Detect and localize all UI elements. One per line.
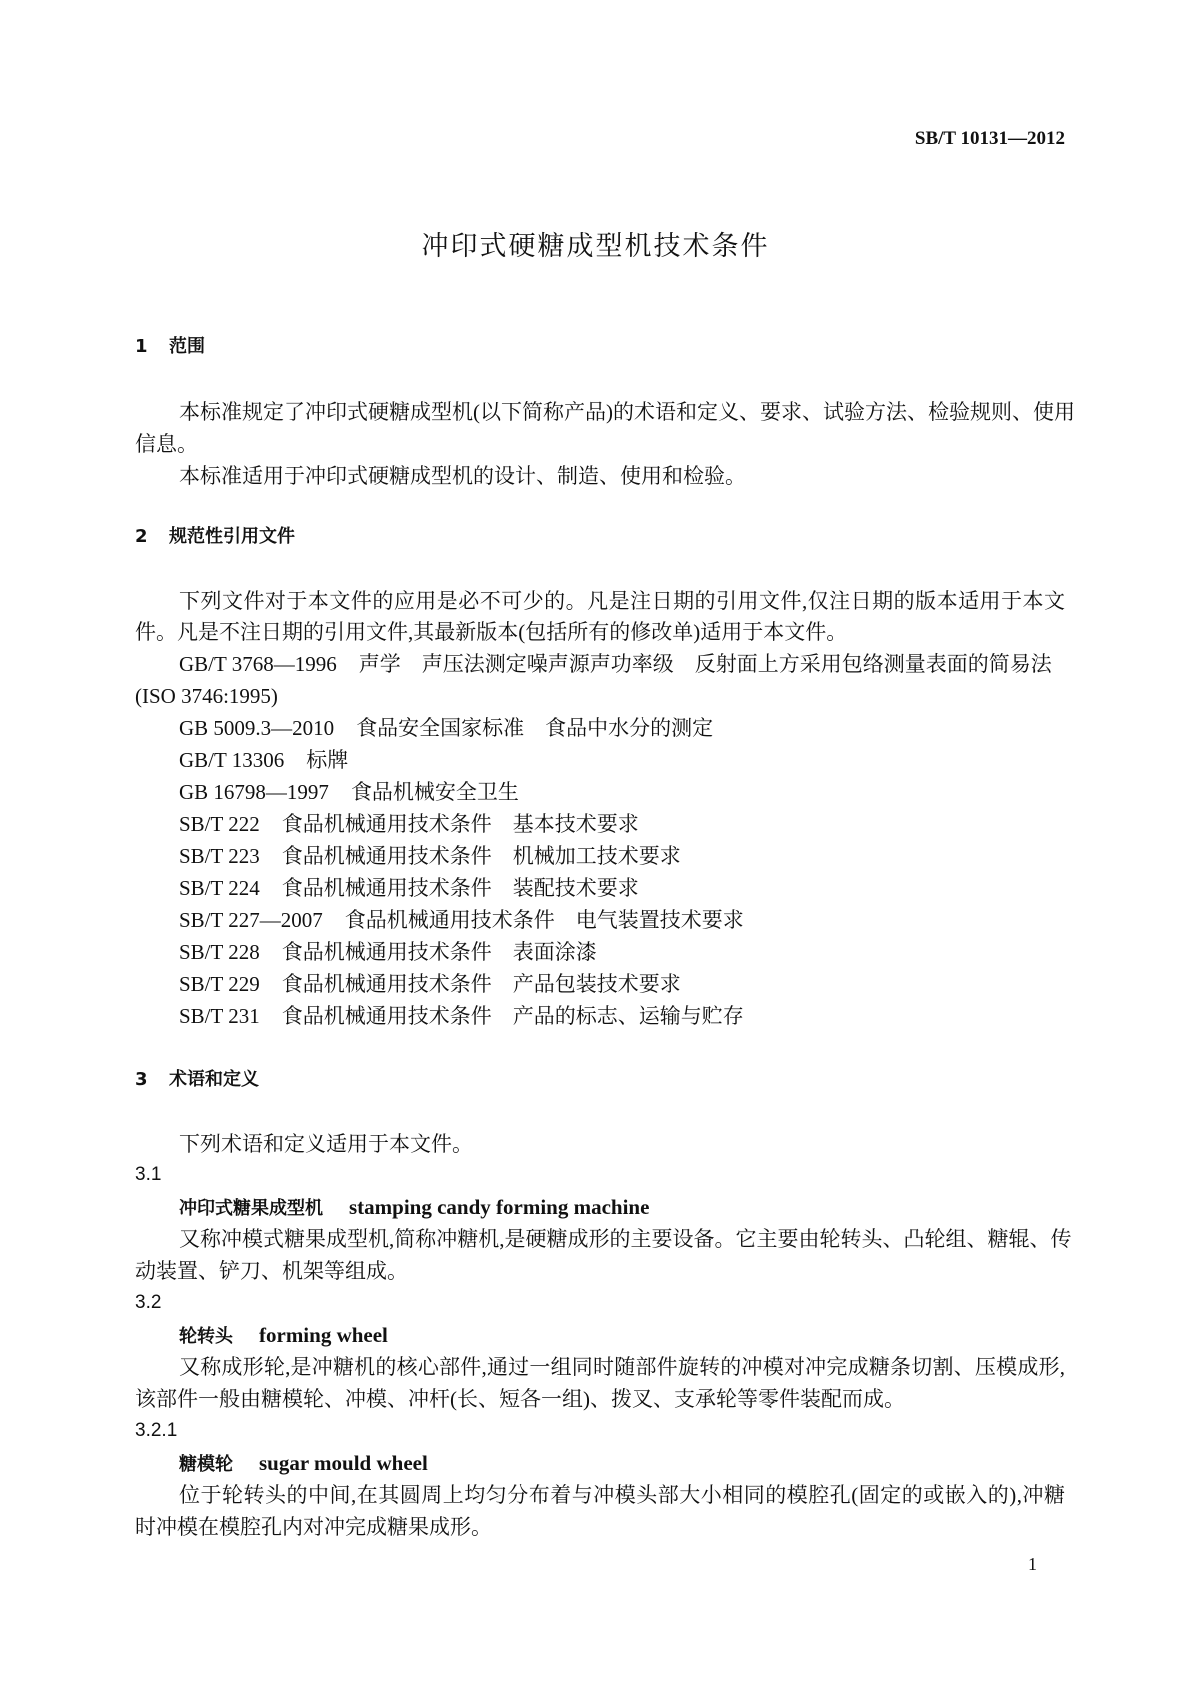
- paragraph: 下列文件对于本文件的应用是必不可少的。凡是注日期的引用文件,仅注日期的版本适用于本文: [179, 589, 1066, 613]
- standard-number: SB/T 10131—2012: [914, 128, 1065, 149]
- reference-item: [179, 712, 713, 744]
- reference-item: [179, 1000, 744, 1032]
- reference-title: 食品安全国家标准 食品中水分的测定: [356, 716, 714, 740]
- term-zh: 轮转头: [179, 1326, 233, 1347]
- reference-item: [179, 936, 597, 968]
- section-title: 范围: [169, 336, 205, 357]
- definition: 时冲模在模腔孔内对冲完成糖果成形。: [135, 1515, 492, 1539]
- section-2-heading: [135, 521, 295, 553]
- page-number: 1: [1028, 1554, 1037, 1574]
- reference-item: [179, 968, 681, 1000]
- reference-item: [179, 776, 519, 808]
- definition: 动装置、铲刀、机架等组成。: [135, 1259, 408, 1283]
- definition: 又称冲模式糖果成型机,简称冲糖机,是硬糖成形的主要设备。它主要由轮转头、凸轮组、糖辊、传: [179, 1227, 1072, 1251]
- term-heading: [179, 1447, 428, 1481]
- reference-item: [179, 840, 681, 872]
- term-en: forming wheel: [259, 1323, 388, 1347]
- reference-code: SB/T 231: [179, 1004, 260, 1028]
- term-zh: 糖模轮: [179, 1454, 233, 1475]
- reference-item: [179, 744, 348, 776]
- paragraph: 件。凡是不注日期的引用文件,其最新版本(包括所有的修改单)适用于本文件。: [135, 620, 848, 644]
- paragraph: 本标准适用于冲印式硬糖成型机的设计、制造、使用和检验。: [179, 464, 746, 488]
- reference-continuation: (ISO 3746:1995): [135, 684, 278, 708]
- reference-title: 食品机械安全卫生: [350, 780, 519, 804]
- section-number: 3: [135, 1069, 148, 1090]
- section-title: 术语和定义: [169, 1069, 259, 1090]
- reference-item: [179, 872, 639, 904]
- reference-code: GB 5009.3—2010: [179, 716, 335, 740]
- definition: 该部件一般由糖模轮、冲模、冲杆(长、短各一组)、拨叉、支承轮等零件装配而成。: [135, 1387, 905, 1411]
- definition: 位于轮转头的中间,在其圆周上均匀分布着与冲模头部大小相同的模腔孔(固定的或嵌入的),冲糖: [179, 1483, 1066, 1507]
- term-en: stamping candy forming machine: [349, 1195, 650, 1219]
- reference-code: GB/T 3768—1996: [179, 652, 337, 676]
- reference-title: 标牌: [306, 748, 349, 772]
- definition: 又称成形轮,是冲糖机的核心部件,通过一组同时随部件旋转的冲模对冲完成糖条切割、压模成形,: [179, 1355, 1066, 1379]
- reference-title: 食品机械通用技术条件 装配技术要求: [281, 876, 639, 900]
- reference-item: [179, 808, 639, 840]
- reference-code: SB/T 228: [179, 940, 260, 964]
- section-number: 1: [135, 336, 148, 357]
- reference-title: 食品机械通用技术条件 基本技术要求: [281, 812, 639, 836]
- term-en: sugar mould wheel: [259, 1451, 428, 1475]
- reference-code: SB/T 223: [179, 844, 260, 868]
- section-title: 规范性引用文件: [169, 526, 295, 547]
- reference-code: SB/T 224: [179, 876, 260, 900]
- reference-code: SB/T 222: [179, 812, 260, 836]
- term-zh: 冲印式糖果成型机: [179, 1198, 323, 1219]
- reference-item: [179, 648, 1052, 680]
- reference-title: 食品机械通用技术条件 产品的标志、运输与贮存: [281, 1004, 744, 1028]
- section-3-heading: [135, 1064, 259, 1096]
- reference-title: 食品机械通用技术条件 表面涂漆: [281, 940, 597, 964]
- section-number: 2: [135, 526, 148, 547]
- reference-title: 声学 声压法测定噪声源声功率级 反射面上方采用包络测量表面的简易法: [358, 652, 1052, 676]
- paragraph: 下列术语和定义适用于本文件。: [179, 1132, 473, 1156]
- paragraph: 本标准规定了冲印式硬糖成型机(以下简称产品)的术语和定义、要求、试验方法、检验规则、使用: [179, 400, 1075, 424]
- term-number: 3.2.1: [135, 1420, 178, 1441]
- reference-title: 食品机械通用技术条件 机械加工技术要求: [281, 844, 681, 868]
- reference-code: SB/T 229: [179, 972, 260, 996]
- reference-item: [179, 904, 744, 936]
- document-title: 冲印式硬糖成型机技术条件: [421, 231, 770, 262]
- section-1-heading: [135, 331, 205, 363]
- term-number: 3.2: [135, 1292, 162, 1313]
- term-number: 3.1: [135, 1164, 162, 1185]
- term-heading: [179, 1191, 649, 1225]
- reference-code: GB 16798—1997: [179, 780, 329, 804]
- paragraph: 信息。: [135, 432, 198, 456]
- reference-code: GB/T 13306: [179, 748, 285, 772]
- reference-code: SB/T 227—2007: [179, 908, 323, 932]
- reference-title: 食品机械通用技术条件 电气装置技术要求: [344, 908, 744, 932]
- reference-title: 食品机械通用技术条件 产品包装技术要求: [281, 972, 681, 996]
- term-heading: [179, 1319, 388, 1353]
